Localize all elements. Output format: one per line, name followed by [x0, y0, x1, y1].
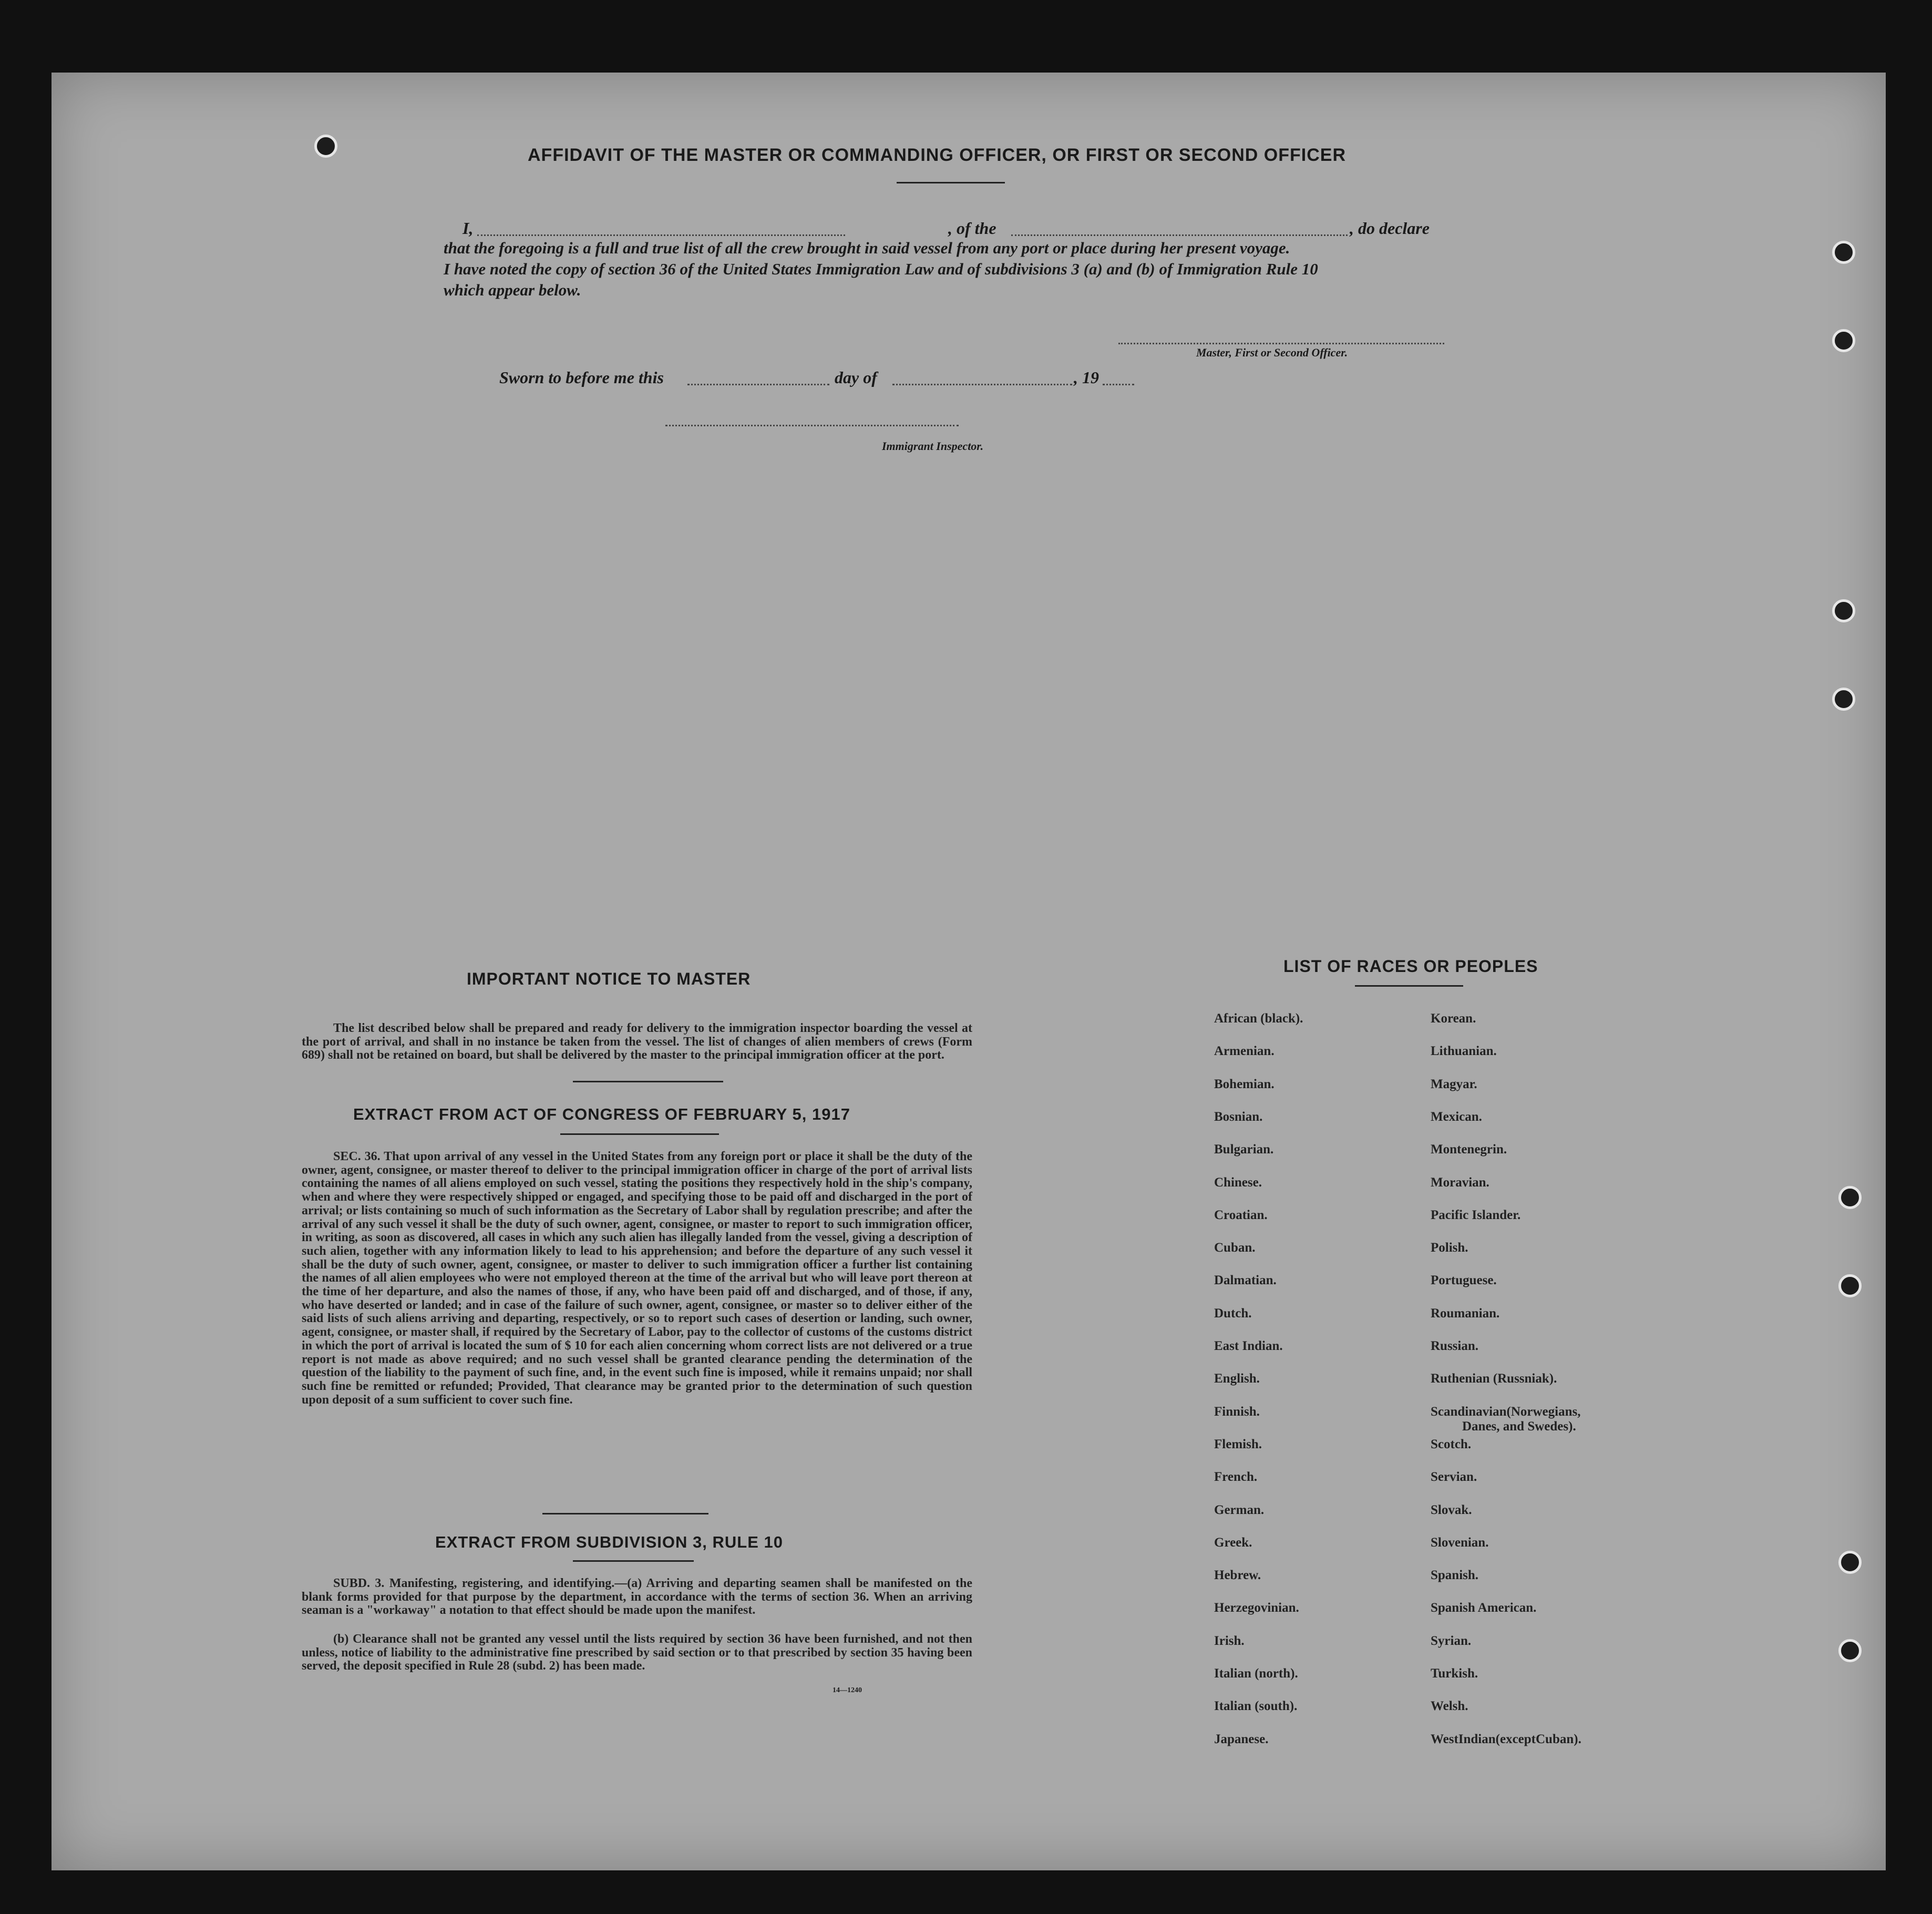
binder-hole-icon — [1832, 688, 1855, 711]
divider — [573, 1560, 694, 1562]
race-item: Moravian. — [1431, 1175, 1489, 1190]
race-item: Mexican. — [1431, 1109, 1482, 1124]
race-item: Syrian. — [1431, 1633, 1472, 1648]
race-item: English. — [1214, 1371, 1260, 1386]
sworn-year-field[interactable] — [1103, 384, 1134, 385]
race-item: Bosnian. — [1214, 1109, 1263, 1124]
race-item: Slovenian. — [1431, 1535, 1489, 1550]
race-item: Japanese. — [1214, 1732, 1269, 1746]
race-item: WestIndian(exceptCuban). — [1431, 1732, 1581, 1746]
race-item: Montenegrin. — [1431, 1142, 1507, 1157]
affidavit-line4: which appear below. — [444, 281, 581, 299]
race-item: Irish. — [1214, 1633, 1245, 1648]
binder-hole-icon — [1838, 1274, 1862, 1297]
binder-hole-icon — [1838, 1639, 1862, 1662]
rule-title: EXTRACT FROM SUBDIVISION 3, RULE 10 — [435, 1533, 783, 1551]
notice-body: The list described below shall be prepared and ready for delivery to the immigration inspector boarding the vessel at the port of arrival, and shall in no instance be taken from the vessel. The list of changes of alien members of crews (Form 689) shall not be retained on board, but shall be delivered by the master to the principal immigration officer at the port. — [302, 1021, 972, 1062]
race-item: Cuban. — [1214, 1241, 1256, 1255]
race-item: Spanish American. — [1431, 1601, 1537, 1615]
race-item: Scandinavian(Norwegians, — [1431, 1404, 1581, 1419]
race-item: Korean. — [1431, 1011, 1476, 1026]
race-item: Roumanian. — [1431, 1306, 1500, 1321]
race-item: Servian. — [1431, 1470, 1477, 1485]
divider — [897, 182, 1005, 183]
binder-hole-icon — [1832, 241, 1855, 264]
inspector-signature-field[interactable] — [665, 425, 959, 426]
race-item: East Indian. — [1214, 1339, 1283, 1353]
signature-caption: Master, First or Second Officer. — [1196, 346, 1348, 359]
binder-hole-icon — [1838, 1551, 1862, 1574]
rule-body-b: (b) Clearance shall not be granted any vessel until the lists required by section 36 have been furnished, and not then unless, notice of liability to the administrative fine prescribed by said section or to that prescribed by section 35 having been served, the deposit specified in Rule 28 (subd. 2) has been made. — [302, 1632, 972, 1673]
race-item: Bohemian. — [1214, 1077, 1275, 1091]
name-field[interactable] — [477, 234, 845, 236]
day-of-label: day of — [835, 368, 877, 387]
document-page — [52, 73, 1886, 1870]
race-item: Dutch. — [1214, 1306, 1252, 1321]
race-item: Polish. — [1431, 1241, 1468, 1255]
race-item: Chinese. — [1214, 1175, 1262, 1190]
sworn-day-field[interactable] — [687, 384, 829, 385]
inspector-caption: Immigrant Inspector. — [882, 439, 984, 453]
affidavit-do-declare: , do declare — [1350, 219, 1430, 238]
sworn-label: Sworn to before me this — [499, 368, 664, 387]
race-item: French. — [1214, 1470, 1258, 1485]
officer-signature-field[interactable] — [1118, 343, 1444, 344]
binder-hole-icon — [1838, 1186, 1862, 1209]
race-item: Italian (north). — [1214, 1666, 1298, 1681]
divider — [542, 1513, 708, 1514]
year-label: , 19 — [1074, 368, 1099, 387]
race-item: Portuguese. — [1431, 1273, 1497, 1288]
affidavit-i-label: I, — [463, 219, 474, 238]
race-item: Flemish. — [1214, 1437, 1262, 1451]
affidavit-of-the: , of the — [948, 219, 996, 238]
race-item: German. — [1214, 1502, 1265, 1517]
race-item: Lithuanian. — [1431, 1044, 1497, 1059]
race-item: Hebrew. — [1214, 1568, 1261, 1583]
act-title: EXTRACT FROM ACT OF CONGRESS OF FEBRUARY 5, 1917 — [353, 1105, 850, 1123]
race-item: Welsh. — [1431, 1699, 1468, 1714]
race-item: Dalmatian. — [1214, 1273, 1277, 1288]
races-title: LIST OF RACES OR PEOPLES — [1283, 957, 1538, 976]
race-item: Danes, and Swedes). — [1462, 1419, 1576, 1434]
notice-title: IMPORTANT NOTICE TO MASTER — [467, 969, 751, 988]
race-item: Turkish. — [1431, 1666, 1478, 1681]
race-item: Italian (south). — [1214, 1699, 1298, 1714]
vessel-field[interactable] — [1011, 234, 1348, 236]
race-item: Ruthenian (Russniak). — [1431, 1371, 1557, 1386]
race-item: Greek. — [1214, 1535, 1252, 1550]
race-item: Spanish. — [1431, 1568, 1479, 1583]
rule-body-a: SUBD. 3. Manifesting, registering, and identifying.—(a) Arriving and departing seamen shall be manifested on the blank forms provided for that purpose by the department, in accordance with the terms of section 36. When an arriving seaman is a "workaway" a notation to that effect should be made upon the manifest. — [302, 1577, 972, 1618]
act-body: SEC. 36. That upon arrival of any vessel in the United States from any foreign port or place it shall be the duty of the owner, agent, consignee, or master thereof to deliver to the principal immigration officer in charge of the port of arrival lists containing the names of all aliens employed on such vessel, stating the positions they respectively hold in the ship's company, when and where they were respectively shipped or engaged, and specifying those to be paid off and discharged in the port of arrival; or lists containing so much of such information as the Secretary of Labor shall by regulation prescribe; and after the arrival of any such vessel it shall be the duty of such owner, agent, consignee, or master to report to such immigration officer, in writing, as soon as discovered, all cases in which any such alien has illegally landed from the vessel, giving a description of such alien, together with any information likely to lead to his apprehension; and before the departure of any such vessel it shall be the duty of such owner, agent, consignee, or master to deliver to such immigration officer a further list containing the names of all alien employees who were not employed thereon at the time of the arrival but who will leave port thereon at the time of her departure, and also the names of those, if any, who have been paid off and discharged, and of those, if any, who have deserted or landed; and in case of the failure of such owner, agent, consignee, or master so to deliver either of the said lists of such aliens arriving and departing, respectively, or so to report such cases of desertion or landing, such owner, agent, consignee, or master shall, if required by the Secretary of Labor, pay to the collector of customs of the customs district in which the port of arrival is located the sum of $ 10 for each alien concerning whom correct lists are not delivered or a true report is not made as above required; and no such vessel shall be granted clearance pending the determination of the question of the liability to the payment of such fine, and, in the event such fine is imposed, while it remains unpaid; nor shall such fine be remitted or refunded; Provided, That clearance may be granted prior to the determination of such question upon deposit of a sum sufficient to cover such fine. — [302, 1150, 972, 1407]
binder-hole-icon — [314, 135, 337, 158]
race-item: Scotch. — [1431, 1437, 1472, 1451]
form-number: 14—1240 — [833, 1686, 862, 1694]
race-item: Croatian. — [1214, 1207, 1268, 1222]
divider — [573, 1081, 723, 1082]
affidavit-line3: I have noted the copy of section 36 of the United States Immigration Law and of subdivisions 3 (a) and (b) of Immigration Rule 10 — [444, 260, 1318, 278]
sworn-month-field[interactable] — [892, 384, 1072, 385]
binder-hole-icon — [1832, 329, 1855, 352]
race-item: African (black). — [1214, 1011, 1303, 1026]
affidavit-line2: that the foregoing is a full and true list of all the crew brought in said vessel from any port or place during her present voyage. — [444, 239, 1290, 257]
divider — [560, 1133, 719, 1135]
race-item: Pacific Islander. — [1431, 1207, 1521, 1222]
divider — [1355, 985, 1463, 987]
race-item: Russian. — [1431, 1339, 1479, 1353]
race-item: Magyar. — [1431, 1077, 1477, 1091]
race-item: Slovak. — [1431, 1502, 1472, 1517]
race-item: Bulgarian. — [1214, 1142, 1274, 1157]
binder-hole-icon — [1832, 599, 1855, 622]
affidavit-title: AFFIDAVIT OF THE MASTER OR COMMANDING OFFICER, OR FIRST OR SECOND OFFICER — [528, 145, 1346, 165]
race-item: Herzegovinian. — [1214, 1601, 1299, 1615]
race-item: Armenian. — [1214, 1044, 1275, 1059]
race-item: Finnish. — [1214, 1404, 1260, 1419]
